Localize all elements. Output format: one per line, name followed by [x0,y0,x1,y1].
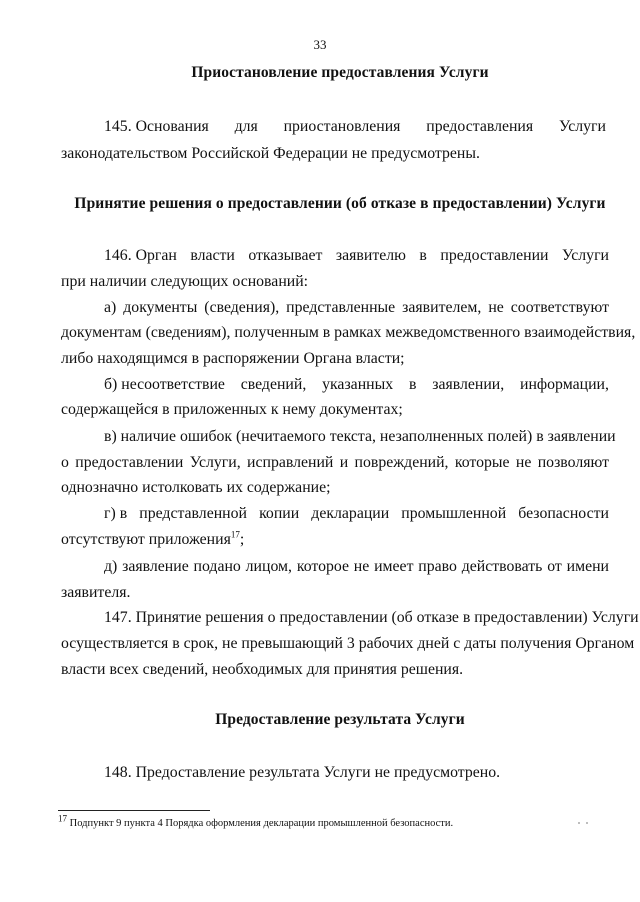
word: предоставлении [440,247,549,264]
word: представленной [139,505,247,522]
section-heading-result: Предоставление результата Услуги [215,711,465,728]
paragraph-148: 148. Предоставление результата Услуги не предусмотрено. [104,764,501,781]
word: информации, [520,376,609,393]
item-b-line-1 [104,375,609,394]
page-number: 33 [313,37,327,52]
footnote-reference: 17 [230,529,240,540]
paragraph-147-line-1: 147. Принятие решения о предоставлении (об отказе в предоставлении) Услуги [104,609,639,626]
paragraph-145-line-2: законодательством Российской Федерации не предусмотрены. [61,145,480,162]
item-a-line-3: либо находящимся в распоряжении Органа власти; [61,350,405,367]
footnote [58,813,454,829]
item-g-line-2 [61,530,244,549]
word: для [234,118,258,135]
footnote-separator [58,810,210,811]
item-g-text: отсутствуют приложения [61,531,231,548]
item-v-line-3: однозначно истолковать их содержание; [61,479,331,496]
word: г) в [104,505,128,522]
item-a-line-1: а) документы (сведения), представленные заявителем, не соответствуют [104,299,609,316]
word: 146. Орган [104,247,177,264]
section-heading-suspension: Приостановление предоставления Услуги [191,64,489,81]
item-g-line-1 [104,504,609,523]
paragraph-147-line-2: осуществляется в срок, не превышающий 3 рабочих дней с даты получения Органом [61,635,635,652]
scan-speck [578,822,580,824]
word: власти [190,247,235,264]
paragraph-146-line-1 [104,246,609,265]
item-b-line-2: содержащейся в приложенных к нему документах; [61,401,403,418]
word: промышленной [401,505,507,522]
item-d-line-2: заявителя. [61,584,131,601]
word: копии [259,505,300,522]
item-a-line-2: документам (сведениям), полученным в рамках межведомственного взаимодействия, [61,324,636,341]
paragraph-147-line-3: власти всех сведений, необходимых для принятия решения. [61,661,464,678]
word: предоставления [426,118,534,135]
word: заявителю [335,247,406,264]
word: заявлении, [432,376,505,393]
word: Услуги [558,118,606,135]
footnote-text: Подпункт 9 пункта 4 Порядка оформления декларации промышленной безопасности. [67,818,454,829]
item-v-line-1: в) наличие ошибок (нечитаемого текста, незаполненных полей) в заявлении [104,428,616,445]
word: в [419,247,427,264]
footnote-number: 17 [58,813,67,824]
word: безопасности [518,505,609,522]
word: в [408,376,417,393]
item-d-line-1: д) заявление подано лицом, которое не имеет право действовать от имени [104,558,609,575]
paragraph-145-line-1 [104,117,606,136]
word: б) несоответствие [104,376,225,393]
word: отказывает [248,247,323,264]
word: 145. Основания [104,118,209,135]
word: указанных [322,376,394,393]
word: декларации [311,505,390,522]
word: Услуги [561,247,609,264]
word: приостановления [283,118,401,135]
item-v-line-2: о предоставлении Услуги, исправлений и повреждений, которые не позволяют [61,454,609,471]
section-heading-decision: Принятие решения о предоставлении (об отказе в предоставлении) Услуги [74,195,606,212]
paragraph-146-line-2: при наличии следующих оснований: [61,273,309,290]
word: сведений, [240,376,307,393]
scan-speck [586,822,588,824]
item-g-punct: ; [239,531,245,548]
